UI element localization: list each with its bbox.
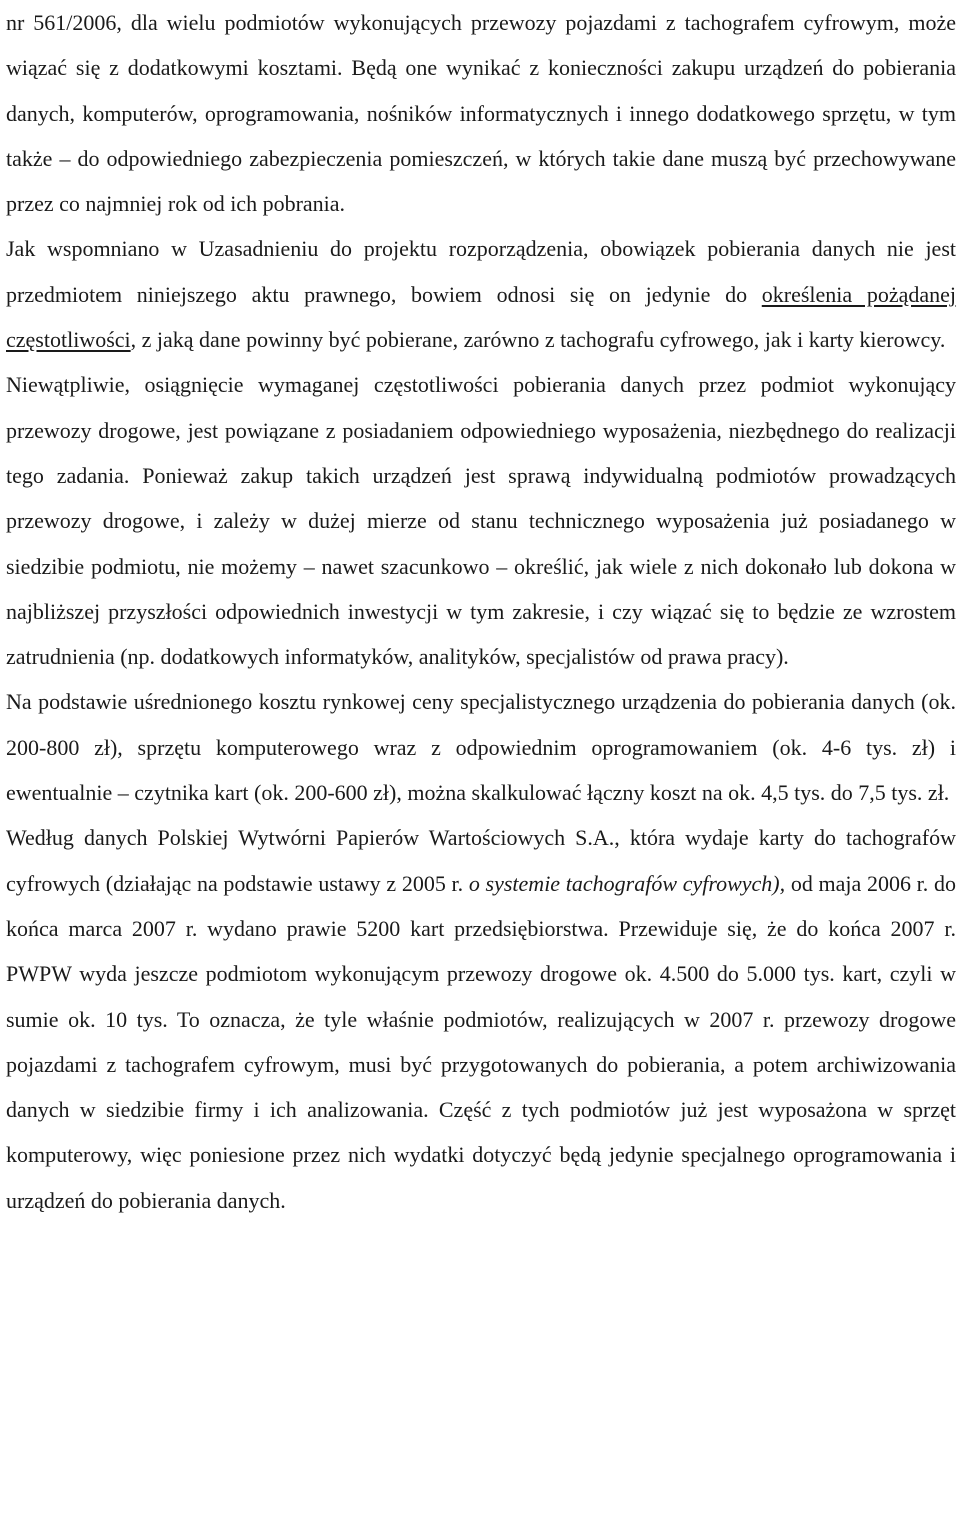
paragraph-costs: nr 561/2006, dla wielu podmiotów wykonujących przewozy pojazdami z tachografem cyfrowym, może wiązać się z dodatkowymi kosztami. Będą one wynikać z konieczności zakupu urządzeń do pobierania danych, komputerów, oprogramowania, nośników informatycznych i innego dodatkowego sprzętu, w tym także – do odpowiedniego zabezpieczenia pomieszczeń, w których takie dane muszą być przechowywane przez co najmniej rok od ich pobrania.	[6, 10, 956, 217]
paragraph-cost-estimate: Na podstawie uśrednionego kosztu rynkowej ceny specjalistycznego urządzenia do pobierania danych (ok. 200-800 zł), sprzętu komputerowego wraz z odpowiednim oprogramowaniem (ok. 4-6 tys. zł) i ewentualnie – czytnika kart (ok. 200-600 zł), można skalkulować łączny koszt na ok. 4,5 tys. do 7,5 tys. zł.	[6, 689, 956, 806]
paragraph-text-after: od maja 2006 r. do końca marca 2007 r. wydano prawie 5200 kart przedsiębiorstwa. Przewiduje się, że do końca 2007 r. PWPW wyda jeszcze podmiotom wykonującym przewozy drogowe ok. 4.500 do 5.000 tys. kart, czyli w sumie ok. 10 tys. To oznacza, że tyle właśnie podmiotów, realizujących w 2007 r. przewozy drogowe pojazdami z tachografem cyfrowym, musi być przygotowanych do pobierania, a potem archiwizowania danych w siedzibie firmy i ich analizowania. Część z tych podmiotów już jest wyposażona w sprzęt komputerowy, więc poniesione przez nich wydatki dotyczyć będą jedynie specjalnego oprogramowania i urządzeń do pobierania danych.	[6, 870, 956, 1213]
italic-act-title: o systemie tachografów cyfrowych),	[468, 870, 786, 896]
paragraph-equipment: Niewątpliwie, osiągnięcie wymaganej częstotliwości pobierania danych przez podmiot wykonujący przewozy drogowe, jest powiązane z posiadaniem odpowiedniego wyposażenia, niezbędnego do realizacji tego zadania. Ponieważ zakup takich urządzeń jest sprawą indywidualną podmiotów prowadzących przewozy drogowe, i zależy w dużej mierze od stanu technicznego wyposażenia już posiadanego w siedzibie podmiotu, nie możemy – nawet szacunkowo – określić, jak wiele z nich dokonało lub dokona w najbliższej przyszłości odpowiednich inwestycji w tym zakresie, i czy wiązać się to będzie ze wzrostem zatrudnienia (np. dodatkowych informatyków, analityków, specjalistów od prawa pracy).	[6, 372, 956, 670]
document-page	[6, 0, 956, 1223]
paragraph-text-before: Jak wspomniano w Uzasadnieniu do projektu rozporządzenia, obowiązek pobierania danych nie jest przedmiotem niniejszego aktu prawnego, bowiem odnosi się on jedynie do	[6, 236, 956, 307]
underlined-phrase: określenia pożądanej częstotliwości	[6, 281, 957, 353]
paragraph-text-after: , z jaką dane powinny być pobierane, zarówno z tachografu cyfrowego, jak i karty kierowcy.	[130, 327, 946, 353]
paragraph-pwpw-data	[6, 815, 956, 1223]
paragraph-text-before: Według danych Polskiej Wytwórni Papierów Wartościowych S.A., która wydaje karty do tachografów cyfrowych (działając na podstawie ustawy z 2005 r.	[6, 825, 956, 896]
paragraph-justification	[6, 226, 956, 362]
